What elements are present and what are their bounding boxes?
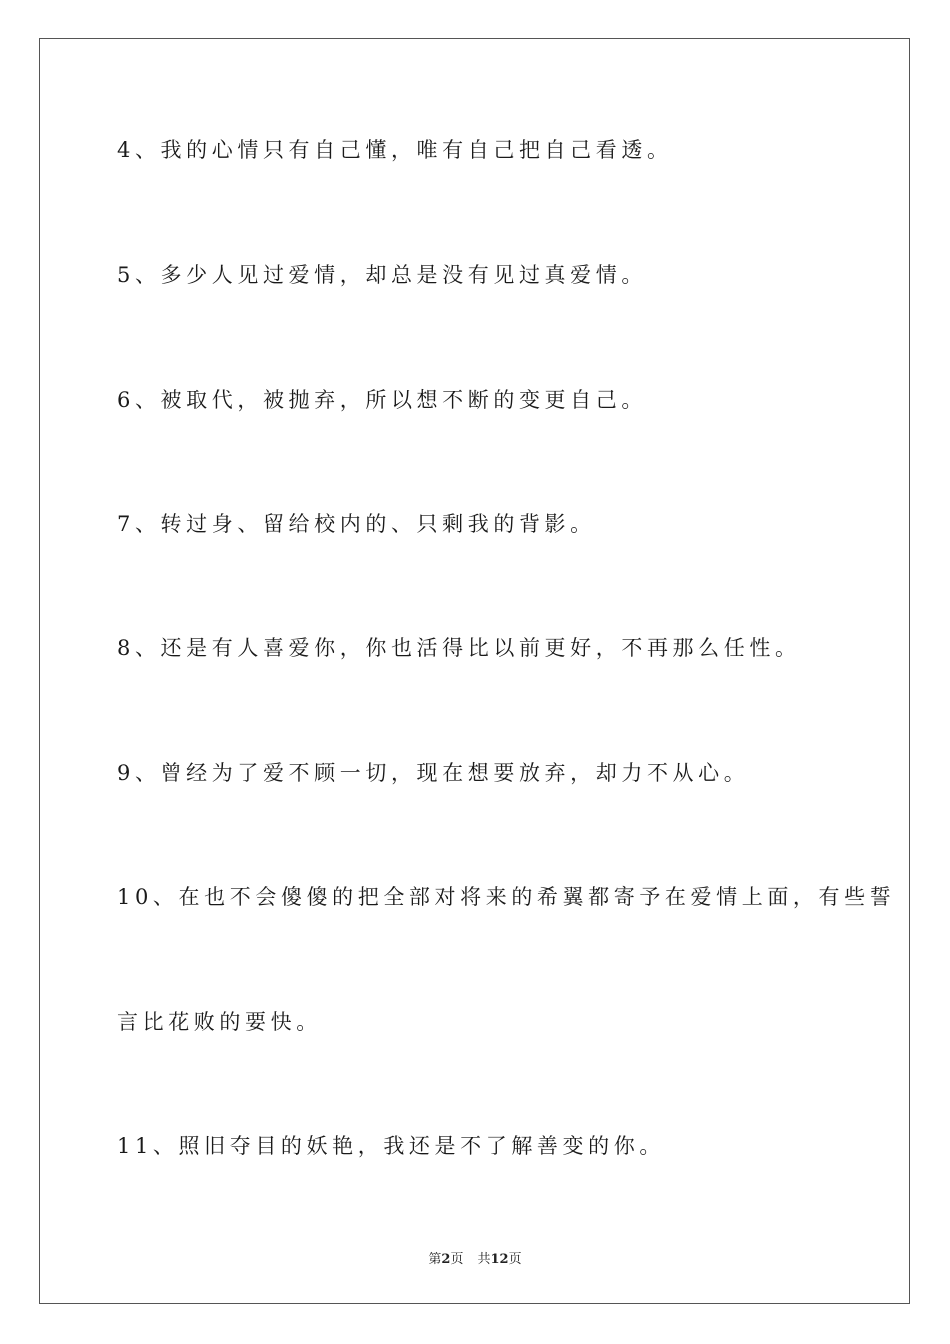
- text-line-6: 6、被取代，被抛弃，所以想不断的变更自己。: [117, 388, 647, 412]
- text-line-5: 5、多少人见过爱情，却总是没有见过真爱情。: [117, 263, 647, 287]
- text-line-8: 8、还是有人喜爱你，你也活得比以前更好，不再那么任性。: [117, 636, 801, 660]
- page-number: 2: [441, 1252, 451, 1267]
- page-border: [39, 38, 910, 1304]
- text-line-9: 9、曾经为了爱不顾一切，现在想要放弃，却力不从心。: [117, 761, 750, 785]
- page-suffix: 页: [450, 1252, 464, 1267]
- total-prefix: 共: [477, 1252, 491, 1267]
- total-pages: 12: [490, 1252, 509, 1267]
- text-line-11: 11、照旧夺目的妖艳，我还是不了解善变的你。: [117, 1134, 665, 1158]
- text-line-10-continued: 言比花败的要快。: [117, 1010, 322, 1034]
- total-suffix: 页: [508, 1252, 522, 1267]
- page-prefix: 第: [428, 1252, 442, 1267]
- text-line-10: 10、在也不会傻傻的把全部对将来的希翼都寄予在爱情上面，有些誓: [117, 885, 896, 909]
- text-line-4: 4、我的心情只有自己懂，唯有自己把自己看透。: [117, 138, 673, 162]
- text-line-7: 7、转过身、留给校内的、只剩我的背影。: [117, 512, 596, 536]
- page-footer: [0, 1248, 950, 1267]
